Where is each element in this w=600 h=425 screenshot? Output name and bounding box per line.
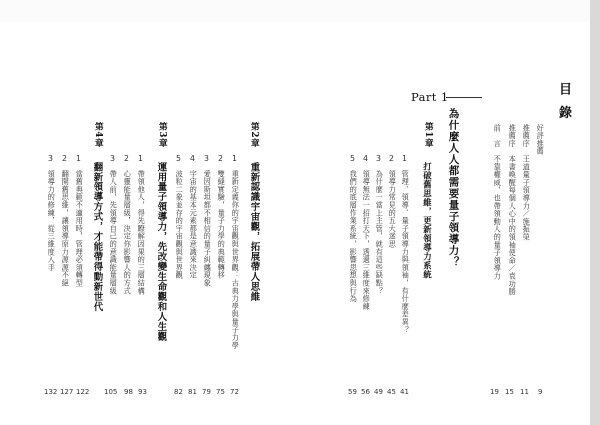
chapter-3-title[interactable]: 運用量子領導力，先改變生命觀和人生觀 — [155, 162, 167, 342]
ch2-sec3-page: 79 — [202, 388, 211, 396]
chapter-1-title[interactable]: 打破舊思維，更新領導力系統 — [422, 162, 433, 279]
ch2-sec5-text[interactable]: 波粒二象並存的宇宙觀與世界觀 — [175, 170, 185, 280]
front-item-preface-2[interactable]: 推薦序 本書喚醒每個人心中的領袖使命／袁功勝 — [508, 124, 518, 296]
ch4-sec2-text[interactable]: 翻開舊思維，讓領導原力源源不絕 — [61, 170, 71, 287]
part-label: Part 1 — [411, 90, 449, 104]
ch4-sec2-page: 127 — [60, 388, 74, 396]
ch2-sec5-page: 82 — [174, 388, 183, 396]
part-rule — [446, 97, 482, 98]
ch3-sec2-page: 98 — [124, 388, 133, 396]
ch4-sec1-num: 1 — [76, 154, 81, 163]
ch2-sec3-num: 3 — [204, 154, 209, 163]
ch1-sec1-text[interactable]: 管理、領導、量子領導力與領袖，有什麼差異？ — [401, 170, 411, 334]
ch2-sec4-text[interactable]: 宇宙的基本元素都是意識來決定 — [189, 170, 199, 280]
part-title[interactable]: 為什麼人人都需要量子領導力？ — [447, 108, 460, 268]
ch2-sec3-text[interactable]: 愛因斯坦都不相信的量子糾纏現象 — [203, 170, 213, 287]
front-item-foreword[interactable]: 前 言 不靠權威，也帶領動人的量子領導力 — [493, 124, 503, 280]
ch1-sec2-num: 2 — [389, 154, 394, 163]
ch2-sec2-page: 75 — [216, 388, 225, 396]
ch2-sec2-text[interactable]: 雙縫實驗，量子力學的典範轉移 — [217, 170, 227, 280]
ch1-sec4-num: 4 — [363, 154, 368, 163]
chapter-2-number: 第2章 — [248, 122, 259, 148]
ch2-sec4-num: 4 — [190, 154, 195, 163]
ch4-sec3-text[interactable]: 領導力的修練，從三維度入手 — [47, 170, 57, 272]
ch3-sec3-num: 3 — [110, 154, 115, 163]
ch1-sec4-text[interactable]: 領導無法一招打天下，透過三維度來修練 — [362, 170, 372, 311]
ch1-sec1-page: 41 — [400, 388, 409, 396]
ch3-sec2-text[interactable]: 心靈能量層級，決定你影響人的方式 — [123, 170, 133, 295]
ch4-sec2-num: 2 — [62, 154, 67, 163]
ch1-sec3-text[interactable]: 為什麼一當上主管，就有這些缺點？ — [375, 170, 385, 295]
ch4-sec3-num: 3 — [48, 154, 53, 163]
ch1-sec2-page: 45 — [387, 388, 396, 396]
ch3-sec3-page: 105 — [104, 388, 118, 396]
chapter-2-title[interactable]: 重新認識宇宙觀，拓展帶人思維 — [248, 162, 260, 302]
ch3-sec1-page: 93 — [138, 388, 147, 396]
ch3-sec1-num: 1 — [138, 154, 143, 163]
chapter-1-number: 第1章 — [422, 122, 433, 148]
ch3-sec1-text[interactable]: 帶領他人，得先瞭解因果的三層結構 — [137, 170, 147, 295]
ch1-sec3-page: 49 — [374, 388, 383, 396]
front-page-preface-1: 11 — [520, 388, 529, 396]
front-page-foreword: 19 — [490, 388, 499, 396]
ch2-sec5-num: 5 — [176, 154, 181, 163]
top-band — [0, 0, 600, 22]
ch4-sec3-page: 132 — [44, 388, 58, 396]
ch1-sec1-num: 1 — [402, 154, 407, 163]
ch1-sec4-page: 56 — [361, 388, 370, 396]
toc-title: 目 錄 — [556, 82, 571, 122]
front-item-preface-1[interactable]: 推薦序 王道量子領導力／施振榮 — [522, 124, 532, 241]
ch2-sec1-text[interactable]: 重新定義你的宇宙觀與世界觀：古典力學與量子力學 — [231, 170, 241, 350]
page-edge-strip — [590, 0, 600, 425]
ch1-sec3-num: 3 — [376, 154, 381, 163]
ch3-sec2-num: 2 — [124, 154, 129, 163]
ch2-sec1-num: 1 — [232, 154, 237, 163]
ch1-sec5-page: 59 — [348, 388, 357, 396]
ch1-sec5-text[interactable]: 我們的底層作業系統，影響思想與行為 — [349, 170, 359, 303]
ch1-sec5-num: 5 — [350, 154, 355, 163]
ch2-sec1-page: 72 — [230, 388, 239, 396]
ch1-sec2-text[interactable]: 領導力常見的五大迷思 — [388, 170, 398, 248]
ch2-sec4-page: 81 — [188, 388, 197, 396]
front-item-endorsements[interactable]: 好評推薦 — [536, 124, 546, 156]
ch4-sec1-page: 122 — [76, 388, 90, 396]
chapter-4-number: 第4章 — [92, 122, 103, 148]
front-page-preface-2: 15 — [505, 388, 514, 396]
front-page-endorsements: 9 — [538, 388, 543, 396]
chapter-4-title[interactable]: 翻新領導方式，才能帶得動新世代 — [91, 162, 103, 312]
ch3-sec3-text[interactable]: 帶人前，先領導自己的意識能量層級 — [109, 170, 119, 295]
ch2-sec2-num: 2 — [218, 154, 223, 163]
chapter-3-number: 第3章 — [156, 122, 167, 148]
ch4-sec1-text[interactable]: 當舊典範不適用時，管理必須轉型 — [75, 170, 85, 287]
